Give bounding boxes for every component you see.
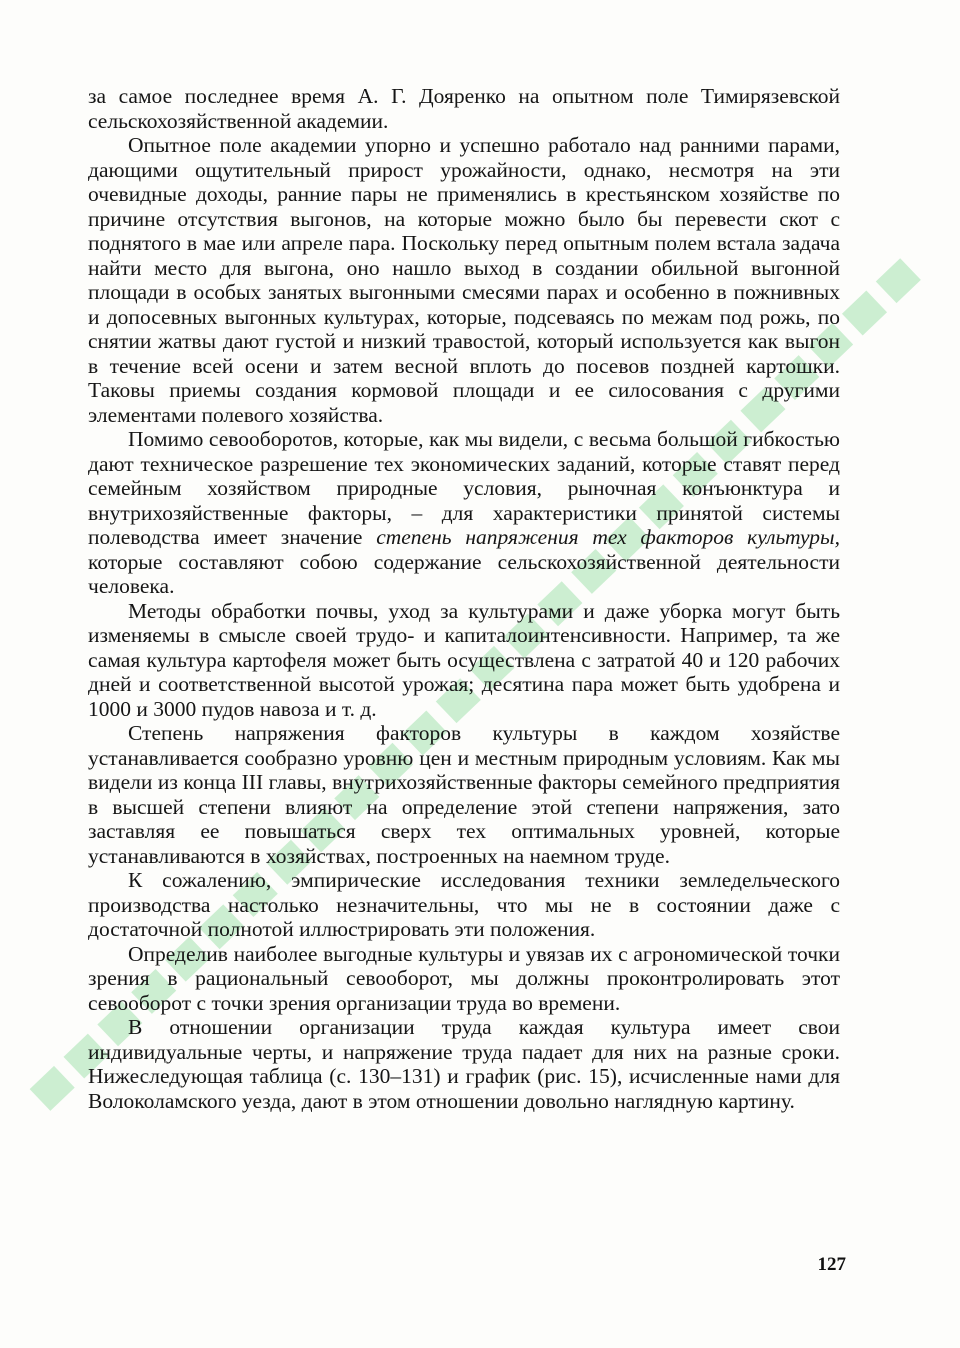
paragraph-6: К сожалению, эмпирические исследования техники земледельческого производства настолько незначительны, что мы не в состоянии даже с достаточной полнотой иллюстрировать эти положения. (88, 868, 840, 941)
paragraph-3-text-after: которые составляют собою содержание сельскохозяйственной деятельности человека. (88, 549, 840, 598)
watermark-segment (886, 269, 910, 292)
paragraph-3 (88, 427, 840, 599)
paragraph-8: В отношении организации труда каждая культура имеет свои индивидуальные черты, и напряжение труда падает для них на разные сроки. Нижеследующая таблица (с. 130–131) и график (рис. 15), исчисленные нами для Волоколамского уезда, дают в этом отношении довольно наглядную картину. (88, 1015, 840, 1113)
paragraph-5: Степень напряжения факторов культуры в каждом хозяйстве устанавливается сообразно уровню цен и местным природным условиям. Как мы видели из конца III главы, внутрихозяйственные факторы семейного предприятия в высшей степени влияют на определение этой степени напряжения, зато заставляя ее повышаться сверх тех оптимальных уровней, которые устанавливаются в хозяйствах, построенных на наемном труде. (88, 721, 840, 868)
watermark-segment (852, 301, 876, 324)
paragraph-2: Опытное поле академии упорно и успешно работало над ранними парами, дающими ощутительный прирост урожайности, однако, несмотря на эти очевидные доходы, ранние пары не применялись в крестьянском хозяйстве по причине отсутствия выгонов, на которые можно было бы перевести скот с поднятого в мае или апреле пара. Поскольку перед опытным полем встала задача найти место для выгона, оно нашло выход в создании обильной выгонной площади в особых занятых выгонными смесями парах и особенно в пожнивных и допосевных выгонных культурах, которые, подсеваясь по межам под рожь, по снятии жатвы дают густой и низкий травостой, который используется как выгон в течение всей осени и затем весной вплоть до посевов поздней картошки. Таковы приемы создания кормовой площади и ее силосования с другими элементами полевого хозяйства. (88, 133, 840, 427)
page-number: 127 (817, 1254, 846, 1275)
paragraph-4: Методы обработки почвы, уход за культурами и даже уборка могут быть изменяемы в смысле своей трудо- и капиталоинтенсивности. Например, та же самая культура картофеля может быть осуществлена с затратой 40 и 120 рабочих дней и соответственной высотой урожая; десятина пара может быть удобрена и 1000 и 3000 пудов навоза и т. д. (88, 598, 840, 721)
paragraph-7: Определив наиболее выгодные культуры и увязав их с агрономической точки зрения в рациональный севооборот, мы должны проконтролировать этот севооборот с точки зрения организации труда во времени. (88, 941, 840, 1015)
paragraph-3-text-before: Помимо севооборотов, которые, как мы видели, с весьма большой гибкостью дают техническое разрешение тех экономических заданий, которые ставят перед семейным хозяйством природные условия, рыночная конъюнктура и внутрихозяйственные факторы, – для характеристики принятой системы полеводства имеет значение (88, 427, 840, 549)
paragraph-1: за самое последнее время А. Г. Дояренко на опытном поле Тимирязевской сельскохозяйственной академии. (88, 84, 840, 133)
watermark-segment (40, 1077, 64, 1100)
paragraph-3-italic: степень напряжения тех факторов культуры, (376, 525, 840, 549)
body-text (88, 84, 840, 1113)
